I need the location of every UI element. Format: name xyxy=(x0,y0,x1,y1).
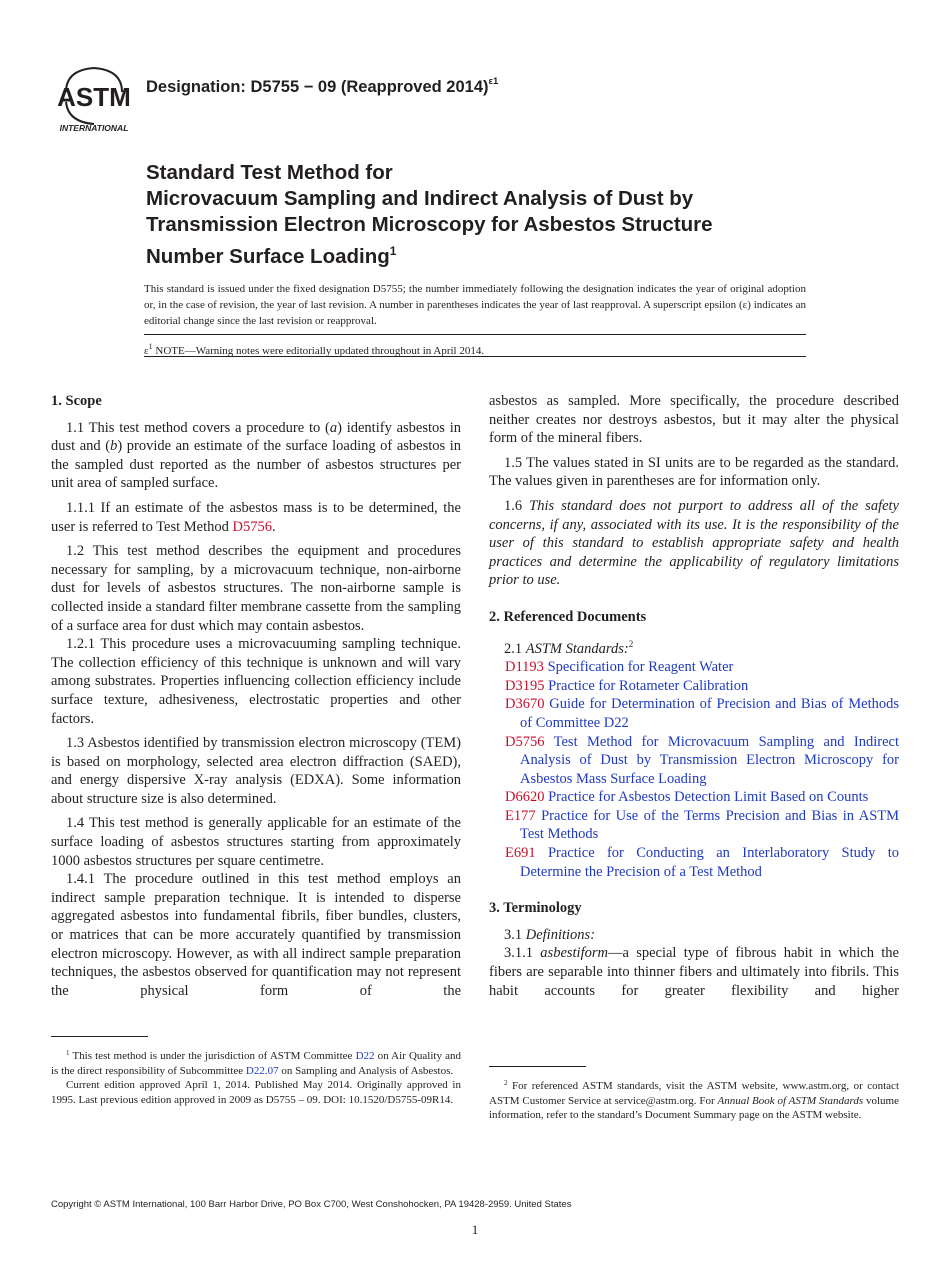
reference-item xyxy=(489,807,899,844)
reference-code-link[interactable]: D3670 xyxy=(505,696,545,713)
para-1-6: 1.6 This standard does not purport to address all of the safety concerns, if any, associated with its use. It is the responsibility of the user of this standard to establish appropriate safety and health practices and determine the applicability of regulatory limitations prior to use. xyxy=(489,497,899,589)
para-3-1: 3.1 Definitions: xyxy=(504,926,596,943)
reference-title-link[interactable]: Specification for Reagent Water xyxy=(547,659,734,676)
para-3-1-1: 3.1.1 asbestiform—a special type of fibrous habit in which the fibers are separable into thinner fibers and ultimately into fibrils. This habit accounts for greater flexibility and higher xyxy=(489,945,899,999)
reference-title-link[interactable]: Practice for Use of the Terms Precision and Bias in ASTM Test Methods xyxy=(520,807,900,843)
para-1-2-1: 1.2.1 This procedure uses a microvacuuming sampling technique. The collection efficiency of this technique is unknown and will vary among substrates. Properties influencing collection efficiency include surface texture, adhesiveness, electrostatic properties and other factors. xyxy=(51,636,461,727)
reference-list xyxy=(489,658,899,881)
reference-code-link[interactable]: D1193 xyxy=(505,659,544,676)
footnote-rule xyxy=(51,1036,148,1037)
reference-item xyxy=(489,695,899,732)
reference-item xyxy=(489,658,899,677)
svg-text:INTERNATIONAL: INTERNATIONAL xyxy=(59,123,129,132)
reference-item xyxy=(489,844,899,881)
section-heading-terminology: 3. Terminology xyxy=(489,900,582,917)
reference-code-link[interactable]: D5756 xyxy=(505,733,545,750)
right-column xyxy=(489,392,899,1000)
para-1-1-1: 1.1.1 If an estimate of the asbestos mass is to be determined, the user is referred to Test Method D5756. xyxy=(51,499,461,535)
para-1-4-1-continued: asbestos as sampled. More specifically, the procedure described neither creates nor destroys asbestos, but it may alter the physical form of the mineral fibers. xyxy=(489,393,899,447)
copyright-line: Copyright © ASTM International, 100 Barr Harbor Drive, PO Box C700, West Conshohocken, PA 19428-2959. United States xyxy=(51,1199,572,1210)
footnote-1: $^1$ This test method is under the jurisdiction of ASTM Committee D22 on Air Quality and is the direct responsibility of Subcommittee D22.07 on Sampling and Analysis of Asbestos. Current edition approved April 1, 2014. Published May 2014. Originally approved in 1995. Last previous edition approved in 2009 as D5755 – 09. DOI: 10.1520/D5755-09R14. xyxy=(51,1049,461,1106)
reference-code-link[interactable]: D6620 xyxy=(505,789,545,806)
reference-title-link[interactable]: Practice for Asbestos Detection Limit Based on Counts xyxy=(548,789,869,806)
para-1-4-1: 1.4.1 The procedure outlined in this test method employs an indirect sample preparation technique. It is intended to disperse aggregated asbestos into fundamental fibrils, fiber bundles, clusters, or matrices that can be more accurately quantified by transmission electron microscopy. However, as with all indirect sample preparation techniques, the asbestos observed for quantification may not represent the physical form of the xyxy=(51,871,461,999)
document-title: Standard Test Method for Microvacuum Sampling and Indirect Analysis of Dust by Transmission Electron Microscopy for Asbestos Structure Number Surface Loading$^1$ xyxy=(146,161,713,268)
para-2-1: 2.1 ASTM Standards:$^2$ xyxy=(504,638,634,657)
footnote-2: $^2$ For referenced ASTM standards, visit the ASTM website, www.astm.org, or contact ASTM Customer Service at service@astm.org. For Annual Book of ASTM Standards volume information, refer to the standard’s Document Summary page on the ASTM website. xyxy=(489,1079,899,1122)
section-heading-referenced-documents: 2. Referenced Documents xyxy=(489,608,647,625)
reference-code-link[interactable]: D3195 xyxy=(505,677,545,694)
link-d22[interactable]: D22 xyxy=(355,1050,375,1062)
footnote-rule xyxy=(489,1066,586,1067)
reference-title-link[interactable]: Practice for Rotameter Calibration xyxy=(548,677,749,694)
para-1-4: 1.4 This test method is generally applicable for an estimate of the surface loading of asbestos structures starting from approximately 1000 asbestos structures per square centimetre. xyxy=(51,815,461,869)
epsilon-note: $\varepsilon^1$ NOTE—Warning notes were editorially updated throughout in April 2014. xyxy=(144,342,485,357)
svg-text:ASTM: ASTM xyxy=(57,82,131,112)
para-1-5: 1.5 The values stated in SI units are to be regarded as the standard. The values given in parentheses are for information only. xyxy=(489,454,899,490)
reference-item xyxy=(489,733,899,789)
divider xyxy=(144,334,806,335)
reference-title-link[interactable]: Test Method for Microvacuum Sampling and Indirect Analysis of Dust by Transmission Electron Microscopy for Asbestos Mass Surface Loading xyxy=(520,733,899,787)
link-d5756[interactable]: D5756 xyxy=(232,518,273,535)
preamble: This standard is issued under the fixed designation D5755; the number immediately following the designation indicates the year of original adoption or, in the case of revision, the year of last revision. A number in parentheses indicates the year of last reapproval. A superscript epsilon (ε) indicates an editorial change since the last revision or reapproval. xyxy=(144,283,806,327)
designation: Designation: D5755 − 09 (Reapproved 2014)$^{\varepsilon 1}$ xyxy=(146,76,499,96)
section-heading-scope: 1. Scope xyxy=(51,393,102,409)
page-number: 1 xyxy=(471,1222,479,1237)
reference-code-link[interactable]: E691 xyxy=(505,845,536,862)
reference-item xyxy=(489,788,899,807)
designation-epsilon: ε1 xyxy=(488,76,499,87)
link-d22-07[interactable]: D22.07 xyxy=(245,1064,279,1077)
para-1-3: 1.3 Asbestos identified by transmission electron microscopy (TEM) is based on morphology, selected area electron diffraction (SAED), and energy dispersive X-ray analysis (EDXA). Some information about structure size is also determined. xyxy=(51,735,461,807)
left-column xyxy=(51,392,461,1000)
para-1-1: 1.1 This test method covers a procedure to (a) identify asbestos in dust and (b) provide an estimate of the surface loading of asbestos in the sampled dust reported as the number of asbestos structures per unit area of sampled surface. xyxy=(51,419,462,492)
astm-logo xyxy=(52,62,136,132)
reference-item xyxy=(489,677,899,696)
divider xyxy=(144,356,806,357)
para-1-2: 1.2 This test method describes the equipment and procedures necessary for sampling, by a microvacuum technique, non-airborne dust for levels of asbestos structures. The non-airborne sample is collected inside a standard filter membrane cassette from the sampling of a surface area for dust which may contain asbestos. xyxy=(51,543,461,634)
title-footnote-mark: 1 xyxy=(389,244,397,258)
reference-title-link[interactable]: Practice for Conducting an Interlaboratory Study to Determine the Precision of a Test Method xyxy=(520,845,900,880)
reference-code-link[interactable]: E177 xyxy=(505,807,536,824)
reference-title-link[interactable]: Guide for Determination of Precision and Bias of Methods of Committee D22 xyxy=(520,696,899,731)
